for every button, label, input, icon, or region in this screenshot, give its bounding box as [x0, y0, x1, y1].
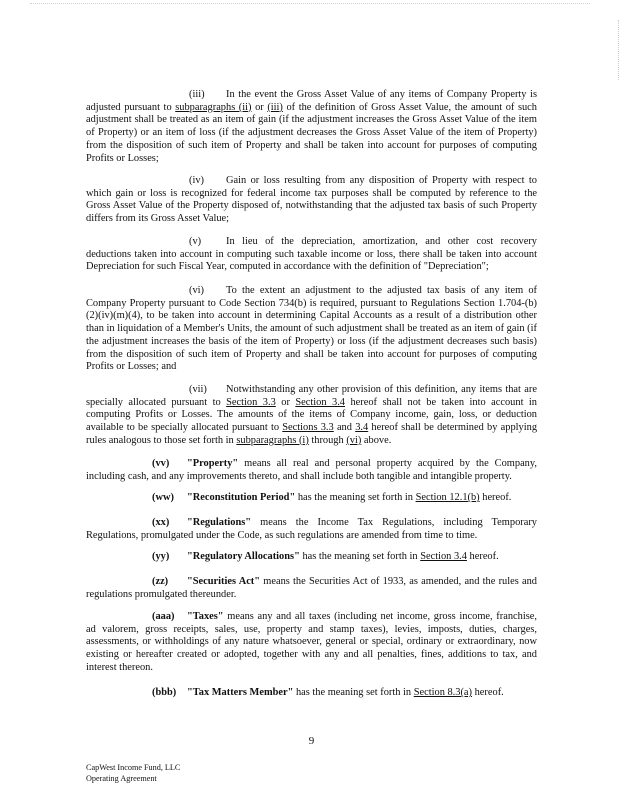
cross-reference: Section 3.3: [226, 396, 276, 408]
scan-edge-mark: [612, 20, 619, 80]
cross-reference: subparagraphs (ii): [175, 101, 252, 113]
cross-reference: (vi): [346, 434, 362, 446]
definition-property: (vv) "Property" means all real and personal property acquired by the Company, including cash, and any improvements thereto, and shall include both tangible and intangible property.: [86, 458, 537, 482]
page-number: 9: [308, 735, 315, 747]
defined-term: "Taxes": [187, 611, 224, 622]
definition-reconstitution-period: (ww) "Reconstitution Period" has the meaning set forth in Section 12.1(b) hereof.: [152, 492, 512, 503]
defined-term: "Reconstitution Period": [187, 492, 296, 503]
cross-reference: subparagraphs (i): [236, 434, 309, 446]
cross-reference: 3.4: [355, 422, 369, 434]
clause-number: (vv): [152, 458, 170, 469]
clause-number: (bbb): [152, 687, 177, 698]
cross-reference: Section 3.4: [420, 551, 467, 562]
clause-number: (xx): [152, 517, 170, 528]
clause-number: (aaa): [152, 611, 175, 622]
clause-number: (yy): [152, 551, 170, 562]
paragraph-vi: (vi) To the extent an adjustment to the adjusted tax basis of any item of Company Property pursuant to Code Section 734(b) is required, pursuant to Regulations Section 1.704-(b)(2)(iv)(m)(4), to be taken into account in determining Capital Accounts as a result of a distribution other than in liquidation of a Member's Units, the amount of such adjustment shall be treated as an item of gain (if the adjustment increases the basis of the item of Property) or loss (if the adjustment decreases such basis) from the disposition of such item of Property and shall be taken into account for purposes of computing Profits or Losses; and: [86, 285, 537, 373]
definition-regulatory-allocations: (yy) "Regulatory Allocations" has the meaning set forth in Section 3.4 hereof.: [152, 551, 499, 562]
clause-number: (iv): [189, 175, 205, 186]
scan-top-border: [30, 3, 590, 4]
cross-reference: Section 12.1(b): [415, 492, 480, 503]
definition-taxes: (aaa) "Taxes" means any and all taxes (including net income, gross income, franchise, ad valorem, gross receipts, sales, use, property and stamp taxes), levies, imposts, duties, charges, assessments, or withholdings of any nature whatsoever, general or special, ordinary or extraordinary, now existing or hereafter created or adopted, together with any and all penalties, fines, additions to tax, and interest thereon.: [86, 611, 537, 673]
clause-number: (vii): [189, 384, 207, 395]
definition-tax-matters-member: (bbb) "Tax Matters Member" has the meaning set forth in Section 8.3(a) hereof.: [152, 687, 504, 698]
defined-term: "Securities Act": [187, 576, 261, 587]
cross-reference: Sections 3.3: [282, 422, 334, 434]
clause-number: (iii): [189, 89, 205, 100]
clause-number: (vi): [189, 285, 205, 296]
definition-securities-act: (zz) "Securities Act" means the Securities Act of 1933, as amended, and the rules and regulations promulgated thereunder.: [86, 576, 537, 600]
paragraph-iv: (iv) Gain or loss resulting from any disposition of Property with respect to which gain or loss is recognized for federal income tax purposes shall be computed by reference to the Gross Asset Value of the Property disposed of, notwithstanding that the adjusted tax basis of such Property differs from its Gross Asset Value;: [86, 175, 537, 225]
clause-number: (ww): [152, 492, 174, 503]
defined-term: "Regulations": [187, 517, 252, 528]
clause-number: (v): [189, 236, 202, 247]
footer-document-title: Operating Agreement: [86, 773, 157, 783]
paragraph-vii: (vii) Notwithstanding any other provision of this definition, any items that are specially allocated pursuant to Section 3.3 or Section 3.4 hereof shall not be taken into account in computing Profits or Losses. The amounts of the items of Company income, gain, loss, or deduction available to be specially allocated pursuant to Sections 3.3 and 3.4 hereof shall be determined by applying rules analogous to those set forth in subparagraphs (i) through (vi) above.: [86, 384, 538, 446]
cross-reference: Section 3.4: [295, 396, 345, 408]
cross-reference: (iii): [267, 101, 283, 113]
defined-term: "Tax Matters Member": [187, 687, 294, 698]
paragraph-v: (v) In lieu of the depreciation, amortization, and other cost recovery deductions taken into account in computing such taxable income or loss, there shall be taken into account Depreciation for such Fiscal Year, computed in accordance with the definition of "Depreciation";: [86, 236, 537, 273]
clause-number: (zz): [152, 576, 169, 587]
document-footer: [86, 763, 180, 784]
definition-regulations: (xx) "Regulations" means the Income Tax Regulations, including Temporary Regulations, promulgated under the Code, as such regulations are amended from time to time.: [86, 517, 537, 541]
paragraph-iii: (iii) In the event the Gross Asset Value of any items of Company Property is adjusted pursuant to subparagraphs (ii) or (iii) of the definition of Gross Asset Value, the amount of such adjustment shall be treated as an item of gain (if the adjustment increases the Gross Asset Value of the item of Property) or an item of loss (if the adjustment decreases the Gross Asset Value of the item of Property) from the disposition of such item of Property and shall be taken into account for purposes of computing Profits or Losses;: [86, 89, 537, 164]
footer-company-name: CapWest Income Fund, LLC: [86, 763, 181, 772]
defined-term: "Property": [187, 458, 239, 469]
defined-term: "Regulatory Allocations": [187, 551, 300, 562]
cross-reference: Section 8.3(a): [413, 687, 473, 698]
